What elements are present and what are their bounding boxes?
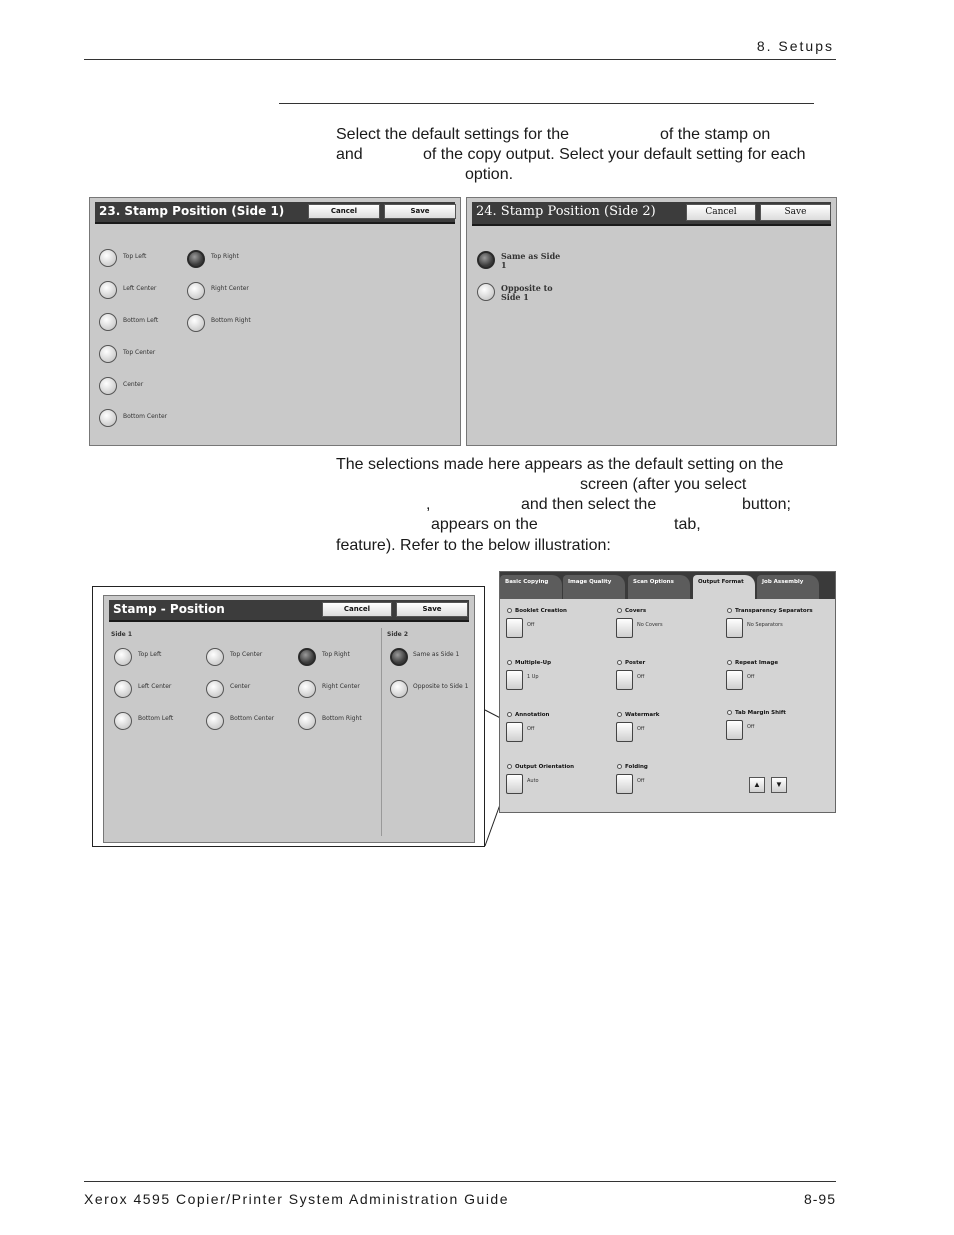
save-button[interactable]: Save: [396, 602, 468, 617]
multiple-up-button[interactable]: [506, 670, 523, 690]
status-led: [617, 608, 622, 613]
radio-same-as-side1[interactable]: [390, 648, 408, 666]
radio-label: Bottom Left: [138, 715, 174, 722]
feature-title: Multiple-Up: [515, 660, 552, 666]
triangle-up-icon: ▲: [753, 780, 761, 789]
covers-button[interactable]: [616, 618, 633, 638]
feature-title: Poster: [625, 660, 646, 666]
intro-line2a: and: [336, 146, 363, 163]
para2-line3c: button;: [742, 496, 791, 513]
save-button[interactable]: Save: [760, 204, 831, 221]
feature-title: Watermark: [625, 712, 660, 718]
tab-strip: [500, 572, 835, 599]
feature-title: Folding: [625, 764, 648, 770]
triangle-down-icon: ▼: [775, 780, 783, 789]
scroll-up-button[interactable]: [749, 777, 765, 793]
radio-label: Center: [123, 381, 144, 388]
status-led: [617, 660, 622, 665]
radio-label: Bottom Left: [123, 317, 159, 324]
repeat-image-button[interactable]: [726, 670, 743, 690]
tab-scan-options[interactable]: Scan Options: [628, 575, 690, 599]
para2-line1: The selections made here appears as the default setting on the: [336, 456, 784, 473]
status-led: [727, 608, 732, 613]
feature-title: Booklet Creation: [515, 608, 567, 614]
watermark-button[interactable]: [616, 722, 633, 742]
output-format-screen: [499, 571, 836, 813]
radio-bottom-right[interactable]: [298, 712, 316, 730]
intro-line3: option.: [465, 166, 514, 183]
status-led: [507, 764, 512, 769]
tab-basic-copying[interactable]: Basic Copying: [500, 575, 562, 599]
panel-title: Stamp - Position: [113, 602, 225, 616]
para2-line2: screen (after you select: [580, 476, 747, 493]
intro-line1a: Select the default settings for the: [336, 126, 570, 143]
footer-rule: [84, 1181, 836, 1182]
feature-value: Off: [747, 674, 755, 680]
feature-title: Tab Margin Shift: [735, 710, 786, 716]
radio-label: Top Right: [322, 651, 350, 658]
radio-label: Top Right: [211, 253, 239, 260]
annotation-button[interactable]: [506, 722, 523, 742]
booklet-creation-button[interactable]: [506, 618, 523, 638]
radio-label: Bottom Right: [322, 715, 362, 722]
radio-label: Top Center: [123, 349, 156, 356]
radio-label: Right Center: [322, 683, 360, 690]
side1-label: Side 1: [111, 631, 133, 638]
intro-line1b: of the stamp on: [660, 126, 771, 143]
feature-title: Annotation: [515, 712, 550, 718]
transparency-separators-button[interactable]: [726, 618, 743, 638]
feature-title: Output Orientation: [515, 764, 575, 770]
radio-label: Left Center: [123, 285, 157, 292]
feature-value: Off: [747, 724, 755, 730]
radio-label: Bottom Center: [230, 715, 275, 722]
radio-label: Bottom Right: [211, 317, 251, 324]
feature-value: No Covers: [637, 622, 663, 628]
radio-center[interactable]: [206, 680, 224, 698]
cancel-button[interactable]: Cancel: [686, 204, 756, 221]
folding-button[interactable]: [616, 774, 633, 794]
radio-label: Top Center: [230, 651, 263, 658]
tab-output-format[interactable]: Output Format: [693, 575, 755, 599]
radio-top-right[interactable]: [298, 648, 316, 666]
radio-left-center[interactable]: [114, 680, 132, 698]
side2-label: Side 2: [387, 631, 409, 638]
tab-margin-shift-button[interactable]: [726, 720, 743, 740]
intro-line2b: of the copy output. Select your default setting for each: [423, 146, 806, 163]
status-led: [507, 712, 512, 717]
status-led: [727, 660, 732, 665]
output-orientation-button[interactable]: [506, 774, 523, 794]
radio-label: Top Left: [138, 651, 162, 658]
radio-opposite-to-side1[interactable]: [390, 680, 408, 698]
radio-label: Opposite to Side 1: [413, 683, 469, 690]
cancel-button[interactable]: Cancel: [308, 204, 380, 219]
status-led: [507, 608, 512, 613]
stamp-position-panel: [103, 595, 475, 843]
para2-line4a: appears on the: [431, 516, 538, 533]
cancel-button[interactable]: Cancel: [322, 602, 392, 617]
save-button[interactable]: Save: [384, 204, 456, 219]
radio-bottom-left[interactable]: [114, 712, 132, 730]
para2-line4b: tab,: [674, 516, 701, 533]
radio-right-center[interactable]: [298, 680, 316, 698]
radio-bottom-center[interactable]: [206, 712, 224, 730]
status-led: [727, 710, 732, 715]
para2-line3a: ,: [426, 496, 431, 513]
feature-value: Off: [527, 622, 535, 628]
status-led: [507, 660, 512, 665]
feature-title: Covers: [625, 608, 647, 614]
feature-title: Repeat Image: [735, 660, 779, 666]
para2-line5: feature). Refer to the below illustration:: [336, 537, 611, 554]
section-header: 8. Setups: [756, 38, 834, 54]
panel-title: 23. Stamp Position (Side 1): [99, 204, 285, 218]
radio-label: Opposite to Side 1: [501, 283, 553, 302]
radio-label: Left Center: [138, 683, 172, 690]
feature-value: Off: [637, 778, 645, 784]
footer-guide-title: Xerox 4595 Copier/Printer System Administration Guide: [84, 1191, 509, 1207]
illustration-frame: [92, 586, 485, 847]
feature-value: No Separators: [747, 622, 783, 628]
radio-label: Same as Side 1: [413, 651, 460, 658]
feature-value: Off: [637, 674, 645, 680]
status-led: [617, 764, 622, 769]
panel-title-bar: [109, 600, 469, 622]
tab-job-assembly[interactable]: Job Assembly: [757, 575, 819, 599]
status-led: [617, 712, 622, 717]
page-number: 8-95: [803, 1191, 836, 1207]
radio-top-left[interactable]: [114, 648, 132, 666]
feature-value: Off: [527, 726, 535, 732]
feature-value: Off: [637, 726, 645, 732]
radio-label: Right Center: [211, 285, 249, 292]
scroll-down-button[interactable]: [771, 777, 787, 793]
radio-top-center[interactable]: [206, 648, 224, 666]
panel-title: 24. Stamp Position (Side 2): [476, 204, 656, 219]
radio-label: Top Left: [123, 253, 147, 260]
poster-button[interactable]: [616, 670, 633, 690]
feature-value: Auto: [527, 778, 539, 784]
radio-label: Center: [230, 683, 251, 690]
feature-value: 1 Up: [527, 674, 539, 680]
radio-label: Same as Side 1: [501, 251, 561, 270]
tab-image-quality[interactable]: Image Quality: [563, 575, 625, 599]
radio-label: Bottom Center: [123, 413, 168, 420]
side-divider: [381, 628, 382, 836]
para2-line3b: and then select the: [521, 496, 657, 513]
feature-title: Transparency Separators: [735, 608, 813, 614]
